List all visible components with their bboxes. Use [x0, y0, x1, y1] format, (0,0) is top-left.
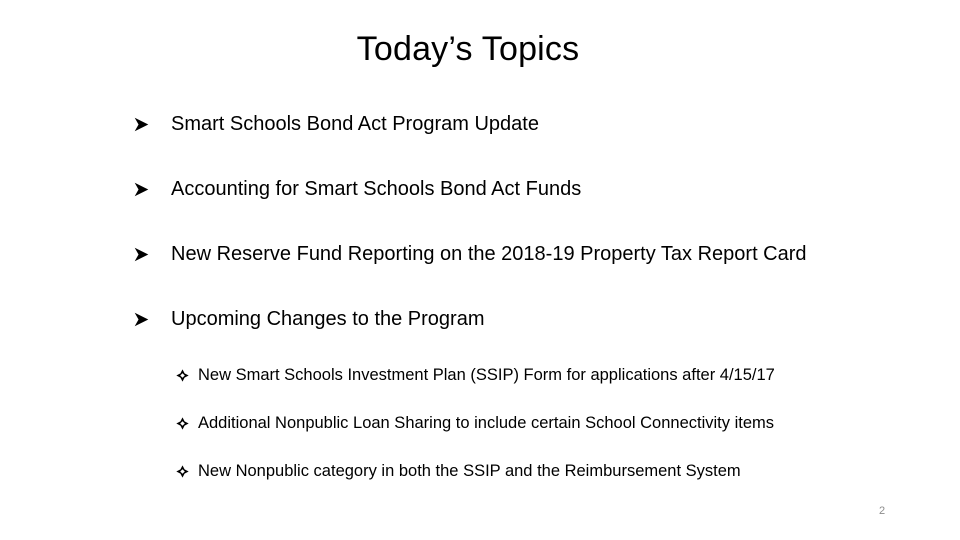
subtopic-item: [176, 410, 774, 436]
arrowhead-bullet-icon: [133, 311, 150, 328]
four-petal-diamond-bullet-icon: [176, 369, 189, 382]
topic-item: [133, 304, 485, 334]
four-petal-diamond-bullet-icon: [176, 465, 189, 478]
topic-label: Smart Schools Bond Act Program Update: [171, 112, 539, 135]
slide-title: Today’s Topics: [356, 30, 580, 68]
arrowhead-bullet-icon: [133, 246, 150, 263]
topic-item: [133, 239, 807, 269]
subtopic-item: [176, 458, 741, 484]
topic-item: [133, 174, 581, 204]
topic-label: Accounting for Smart Schools Bond Act Funds: [171, 177, 582, 200]
subtopic-label: New Nonpublic category in both the SSIP and the Reimbursement System: [198, 461, 741, 480]
four-petal-diamond-bullet-icon: [176, 417, 189, 430]
subtopic-label: New Smart Schools Investment Plan (SSIP) Form for applications after 4/15/17: [198, 365, 775, 384]
arrowhead-bullet-icon: [133, 181, 150, 198]
subtopic-label: Additional Nonpublic Loan Sharing to include certain School Connectivity items: [198, 413, 775, 432]
page-number: 2: [878, 505, 886, 517]
topic-label: Upcoming Changes to the Program: [171, 307, 485, 330]
arrowhead-bullet-icon: [133, 116, 150, 133]
subtopic-item: [176, 362, 775, 388]
topic-label: New Reserve Fund Reporting on the 2018-19 Property Tax Report Card: [171, 242, 807, 265]
topic-item: [133, 109, 539, 139]
